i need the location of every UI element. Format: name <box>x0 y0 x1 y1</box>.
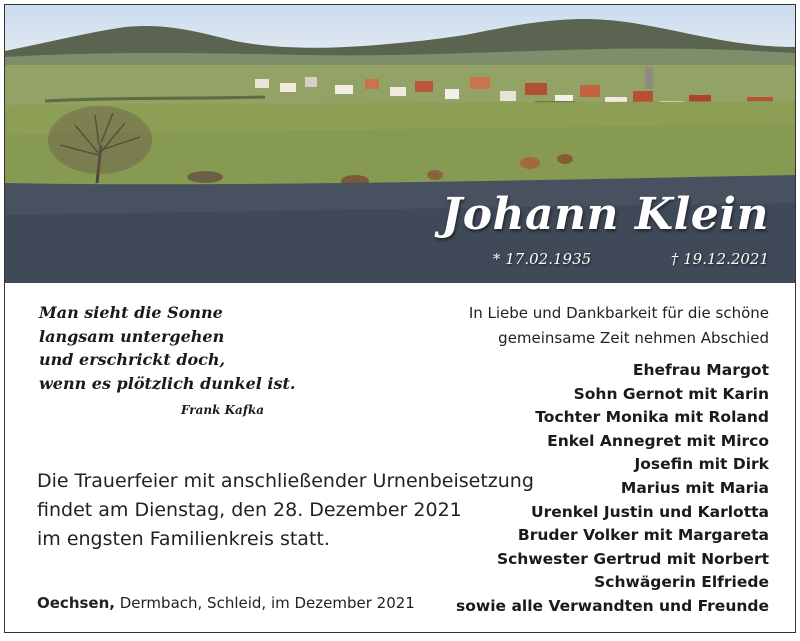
quote-line: langsam untergehen <box>39 326 225 346</box>
deceased-name: Johann Klein <box>441 189 769 240</box>
intro-line: In Liebe und Dankbarkeit für die schöne <box>468 304 769 322</box>
mourner-entry: Schwester Gertrud mit Norbert <box>496 549 769 568</box>
birth-date: * 17.02.1935 <box>493 250 592 268</box>
life-dates <box>5 250 795 272</box>
landscape-illustration <box>5 5 795 283</box>
mourner-entry: Sohn Gernot mit Karin <box>573 384 769 403</box>
mourners-list <box>456 359 769 619</box>
place-rest: Dermbach, Schleid, im Dezember 2021 <box>114 594 415 612</box>
intro-line: gemeinsame Zeit nehmen Abschied <box>498 329 769 347</box>
service-line: Die Trauerfeier mit anschließender Urnenbeisetzung <box>37 470 534 492</box>
service-line: findet am Dienstag, den 28. Dezember 2021 <box>37 499 462 521</box>
place-and-date <box>37 594 415 612</box>
quote-line: und erschrickt doch, <box>39 350 226 369</box>
mourner-entry: Urenkel Justin und Karlotta <box>531 502 769 521</box>
kafka-quote <box>39 301 295 395</box>
obituary-card <box>4 4 796 633</box>
quote-line: Man sieht die Sonne <box>39 303 223 322</box>
mourner-entry: Enkel Annegret mit Mirco <box>547 431 769 450</box>
mourner-entry: Josefin mit Dirk <box>634 455 769 474</box>
mourner-entry: Bruder Volker mit Margareta <box>517 526 769 545</box>
quote-author: Frank Kafka <box>181 403 265 417</box>
mourner-entry: Schwägerin Elfriede <box>594 573 769 592</box>
mourner-entry: Tochter Monika mit Roland <box>535 408 769 427</box>
service-line: im engsten Familienkreis statt. <box>37 528 330 550</box>
death-date: † 19.12.2021 <box>670 250 769 268</box>
landscape-photo <box>5 5 795 283</box>
mourner-entry: Marius mit Maria <box>620 478 769 497</box>
mourner-entry: sowie alle Verwandten und Freunde <box>456 596 769 615</box>
farewell-intro <box>469 301 769 351</box>
place-town: Oechsen, <box>37 594 115 612</box>
mourner-entry: Ehefrau Margot <box>632 361 769 379</box>
quote-line: wenn es plötzlich dunkel ist. <box>39 373 296 393</box>
